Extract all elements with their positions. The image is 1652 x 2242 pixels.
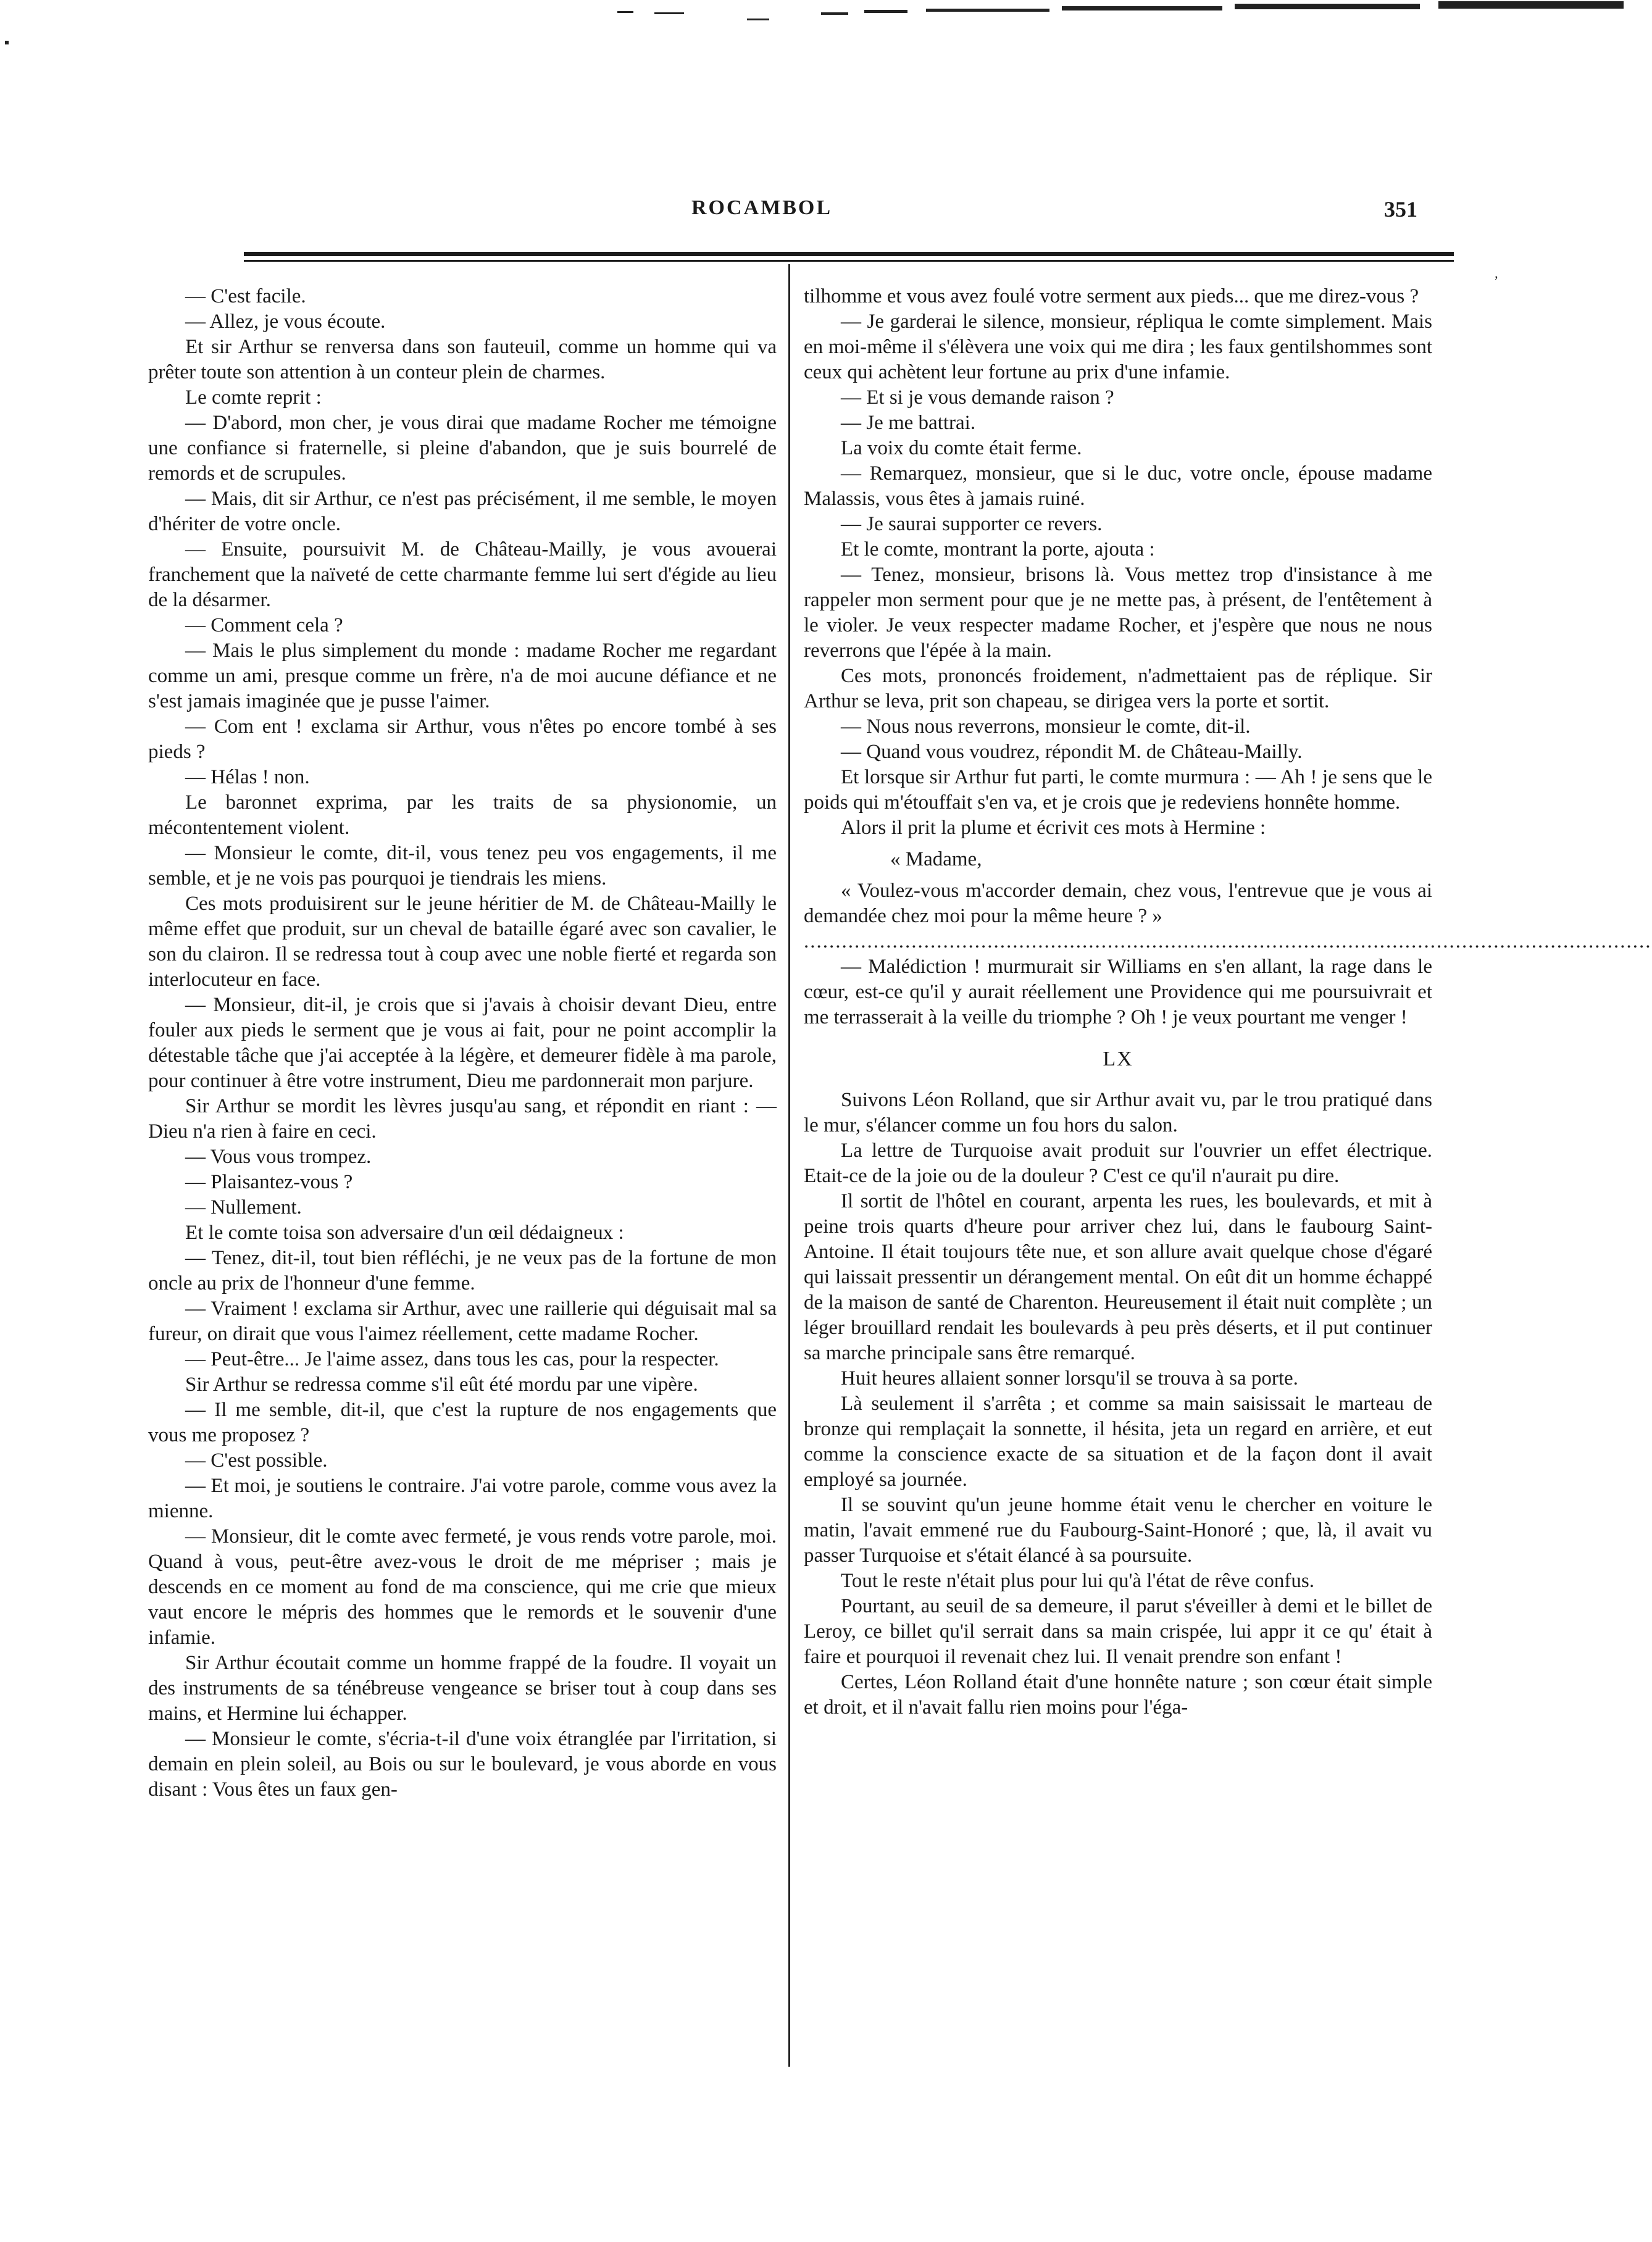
letter-salutation: « Madame, xyxy=(890,848,982,870)
paragraph: Et le comte toisa son adversaire d'un œil dédaigneux : xyxy=(185,1222,624,1244)
print-speck xyxy=(1235,4,1420,9)
header-rule-thin xyxy=(244,260,1454,262)
paragraph: — Il me semble, dit-il, que c'est la rupture de nos engagements que vous me proposez ? xyxy=(148,1399,777,1446)
print-speck xyxy=(864,10,907,13)
paragraph: Tout le reste n'était plus pour lui qu'à l'état de rêve confus. xyxy=(841,1570,1314,1592)
paragraph: Là seulement il s'arrêta ; et comme sa main saisissait le marteau de bronze qui remplaçait la sonnette, il hésita, jeta un regard en arrière, et eut comme la conscience exacte de sa situation et de la façon dont il avait employé sa journée. xyxy=(804,1393,1432,1491)
paragraph: Alors il prit la plume et écrivit ces mots à Hermine : xyxy=(841,817,1266,839)
paragraph: La voix du comte était ferme. xyxy=(841,437,1082,459)
print-speck xyxy=(821,12,848,15)
paragraph: Il se souvint qu'un jeune homme était venu le chercher en voiture le matin, l'avait emmené rue du Faubourg-Saint-Honoré ; que, là, il avait vu passer Turquoise et s'était élancé à sa poursuite. xyxy=(804,1494,1432,1567)
paragraph: — Et si je vous demande raison ? xyxy=(841,386,1114,409)
paragraph: Sir Arthur se redressa comme s'il eût été mordu par une vipère. xyxy=(185,1373,698,1396)
paragraph: — Mais le plus simplement du monde : madame Rocher me regardant comme un ami, presque comme un frère, n'a de moi aucune défiance et ne s'est jamais imaginée que je pusse l'aimer. xyxy=(148,640,777,712)
paragraph: — Mais, dit sir Arthur, ce n'est pas précisément, il me semble, le moyen d'hériter de votre oncle. xyxy=(148,488,777,535)
column-divider xyxy=(788,264,790,2067)
chapter-heading: LX xyxy=(1103,1048,1133,1070)
paragraph: — Monsieur le comte, dit-il, vous tenez peu vos engagements, il me semble, et je ne vois pas pourquoi je tiendrais les miens. xyxy=(148,842,777,890)
paragraph: Sir Arthur se mordit les lèvres jusqu'au sang, et répondit en riant : — Dieu n'a rien à faire en ceci. xyxy=(148,1095,777,1143)
paragraph: — Nullement. xyxy=(185,1196,302,1219)
paragraph: Ces mots produisirent sur le jeune héritier de M. de Château-Mailly le même effet que produit, sur un cheval de bataille égaré avec son cavalier, le son du clairon. Il se redressa tout à coup avec une noble fierté et regarda son interlocuteur en face. xyxy=(148,893,777,991)
paragraph: — Remarquez, monsieur, que si le duc, votre oncle, épouse madame Malassis, vous êtes à jamais ruiné. xyxy=(804,462,1432,510)
paragraph: Certes, Léon Rolland était d'une honnête nature ; son cœur était simple et droit, et il n'avait fallu rien moins pour l'éga- xyxy=(804,1671,1432,1719)
left-column xyxy=(148,284,777,2062)
paragraph: — D'abord, mon cher, je vous dirai que madame Rocher me témoigne une confiance si fraternelle, si pleine d'abandon, que je suis bourrelé de remords et de scrupules. xyxy=(148,412,777,485)
paragraph: — Comment cela ? xyxy=(185,614,343,636)
paragraph: — Tenez, monsieur, brisons là. Vous mettez trop d'insistance à me rappeler mon serment pour que je ne mette pas, à présent, de l'entêtement à le violer. Je veux respecter madame Rocher, et j'espère que nous ne nous reverrons que l'épée à la main. xyxy=(804,564,1432,662)
dotted-separator: ...................................................................................................................................... xyxy=(804,930,1652,952)
paragraph: Le baronnet exprima, par les traits de sa physionomie, un mécontentement violent. xyxy=(148,791,777,839)
paragraph: — Com ent ! exclama sir Arthur, vous n'êtes po encore tombé à ses pieds ? xyxy=(148,715,777,763)
page-number: 351 xyxy=(1384,197,1417,222)
paragraph: Et le comte, montrant la porte, ajouta : xyxy=(841,538,1155,560)
paragraph: — Tenez, dit-il, tout bien réfléchi, je ne veux pas de la fortune de mon oncle au prix de l'honneur d'une femme. xyxy=(148,1247,777,1294)
margin-mark: ‚ xyxy=(1494,265,1499,281)
running-title: ROCAMBOL xyxy=(691,196,832,219)
paragraph: — Monsieur le comte, s'écria-t-il d'une voix étranglée par l'irritation, si demain en plein soleil, au Bois ou sur le boulevard, je vous aborde en vous disant : Vous êtes un faux gen- xyxy=(148,1728,777,1801)
paragraph: Et sir Arthur se renversa dans son fauteuil, comme un homme qui va prêter toute son attention à un conteur plein de charmes. xyxy=(148,336,777,383)
paragraph: — Nous nous reverrons, monsieur le comte, dit-il. xyxy=(841,715,1251,738)
paragraph: — Hélas ! non. xyxy=(185,766,310,788)
header-rule-thick xyxy=(244,252,1454,256)
paragraph: Huit heures allaient sonner lorsqu'il se trouva à sa porte. xyxy=(841,1367,1298,1390)
print-speck xyxy=(654,12,684,14)
paragraph: — Je me battrai. xyxy=(841,412,976,434)
paragraph: Le comte reprit : xyxy=(185,386,322,409)
print-speck xyxy=(1438,1,1624,9)
paragraph: — Allez, je vous écoute. xyxy=(185,310,386,333)
paragraph: Sir Arthur écoutait comme un homme frappé de la foudre. Il voyait un des instruments de sa ténébreuse vengeance se briser tout à coup dans ses mains, et Hermine lui échapper. xyxy=(148,1652,777,1725)
paragraph: — Quand vous voudrez, répondit M. de Château-Mailly. xyxy=(841,741,1303,763)
paragraph: Suivons Léon Rolland, que sir Arthur avait vu, par le trou pratiqué dans le mur, s'élancer comme un fou hors du salon. xyxy=(804,1089,1432,1136)
paragraph: tilhomme et vous avez foulé votre serment aux pieds... que me direz-vous ? xyxy=(804,285,1419,307)
paragraph: Et lorsque sir Arthur fut parti, le comte murmura : — Ah ! je sens que le poids qui m'étouffait s'en va, et je crois que je redeviens honnête homme. xyxy=(804,766,1432,814)
paragraph: — Monsieur, dit le comte avec fermeté, je vous rends votre parole, moi. Quand à vous, peut-être avez-vous le droit de me mépriser ; mais je descends en ce moment au fond de ma conscience, qui me crie que mieux vaut encore le mépris des hommes que le remords et le souvenir d'une infamie. xyxy=(148,1525,777,1649)
paragraph: — Monsieur, dit-il, je crois que si j'avais à choisir devant Dieu, entre fouler aux pieds le serment que je vous ai fait, pour ne point accomplir la détestable tâche que j'ai acceptée à la légère, et demeurer fidèle à ma parole, pour continuer à être votre instrument, Dieu me pardonnerait mon parjure. xyxy=(148,994,777,1092)
paragraph: — Plaisantez-vous ? xyxy=(185,1171,353,1193)
paragraph: Il sortit de l'hôtel en courant, arpenta les rues, les boulevards, et mit à peine trois quarts d'heure pour arriver chez lui, dans le faubourg Saint-Antoine. Il était toujours tête nue, et son allure avait quelque chose d'égaré qui laissait pressentir un dérangement mental. On eût dit un homme échappé de la maison de santé de Charenton. Heureusement il était nuit complète ; un léger brouillard rendait les boulevards à peu près déserts, et il put continuer sa marche principale sans être remarqué. xyxy=(804,1190,1432,1364)
print-speck xyxy=(747,19,769,20)
paragraph: — Malédiction ! murmurait sir Williams en s'en allant, la rage dans le cœur, est-ce qu'il y aurait réellement une Providence qui me poursuivrait et me terrasserait à la veille du triomphe ? Oh ! je veux pourtant me venger ! xyxy=(804,956,1432,1028)
paragraph: — C'est facile. xyxy=(185,285,306,307)
print-speck xyxy=(1062,6,1222,10)
paragraph: Pourtant, au seuil de sa demeure, il parut s'éveiller à demi et le billet de Leroy, ce billet qu'il serrait dans sa main crispée, lui appr it ce qu' était à faire et pourquoi il revenait chez lui. Il venait prendre son enfant ! xyxy=(804,1595,1432,1668)
paragraph: Ces mots, prononcés froidement, n'admettaient pas de réplique. Sir Arthur se leva, prit son chapeau, se dirigea vers la porte et sortit. xyxy=(804,665,1432,712)
paragraph: — Ensuite, poursuivit M. de Château-Mailly, je vous avouerai franchement que la naïveté de cette charmante femme lui sert d'égide au lieu de la désarmer. xyxy=(148,538,777,611)
paragraph: — Peut-être... Je l'aime assez, dans tous les cas, pour la respecter. xyxy=(185,1348,719,1370)
print-speck xyxy=(617,11,633,13)
paragraph: — Et moi, je soutiens le contraire. J'ai votre parole, comme vous avez la mienne. xyxy=(148,1475,777,1522)
paragraph: — Je garderai le silence, monsieur, répliqua le comte simplement. Mais en moi-même il s'élèvera une voix qui me dira ; les faux gentilshommes sont ceux qui achètent leur fortune au prix d'une infamie. xyxy=(804,310,1432,383)
print-speck xyxy=(926,9,1049,12)
paragraph: La lettre de Turquoise avait produit sur l'ouvrier un effet électrique. Etait-ce de la joie ou de la douleur ? C'est ce qu'il n'aurait pu dire. xyxy=(804,1140,1432,1187)
paragraph: — Vraiment ! exclama sir Arthur, avec une raillerie qui déguisait mal sa fureur, on dirait que vous l'aimez réellement, cette madame Rocher. xyxy=(148,1298,777,1345)
paragraph: — Vous vous trompez. xyxy=(185,1146,372,1168)
paragraph: — Je saurai supporter ce revers. xyxy=(841,513,1103,535)
print-speck xyxy=(5,41,9,44)
right-column xyxy=(804,284,1652,2062)
letter-body: « Voulez-vous m'accorder demain, chez vous, l'entrevue que je vous ai demandée chez moi pour la même heure ? » xyxy=(804,880,1432,927)
paragraph: — C'est possible. xyxy=(185,1449,328,1472)
